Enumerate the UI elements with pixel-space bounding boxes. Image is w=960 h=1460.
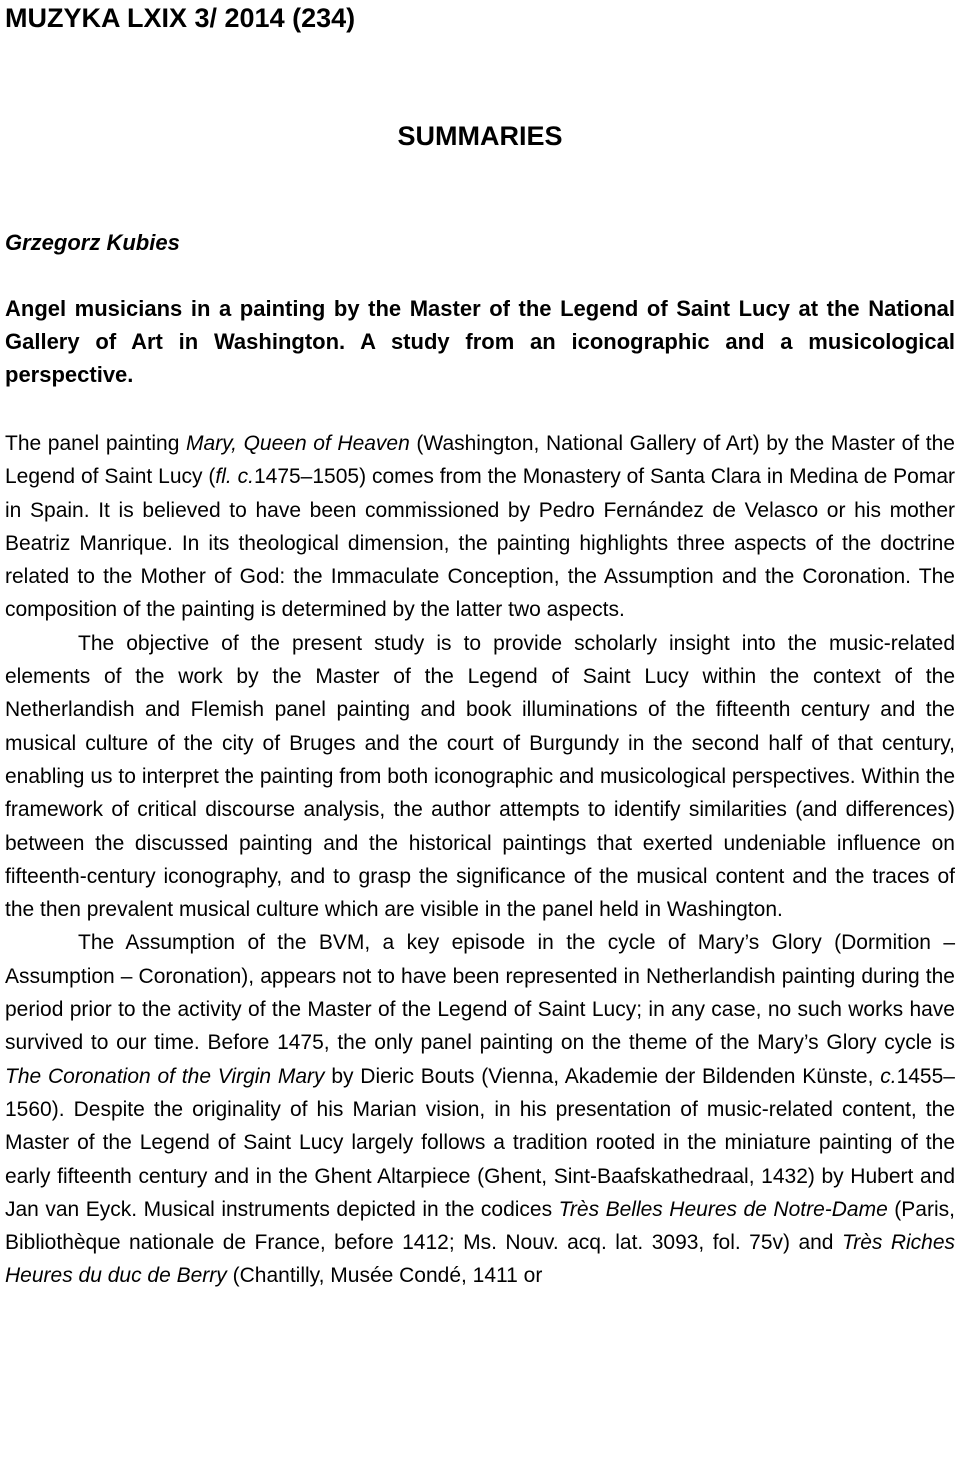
- italic-text-run: fl. c.: [215, 465, 254, 489]
- text-run: 1455–1560). Despite the originality of his Marian vision, in his presentation of music-related content, the Master of the Legend of Saint Lucy largely follows a tradition rooted in the miniature painting of the early fifteenth century and in the Ghent Altarpiece (Ghent, Sint-Baafskathedraal, 1432) by Hubert and Jan van Eyck. Musical instruments depicted in the codices: [5, 1064, 955, 1221]
- text-run: by Dieric Bouts (Vienna, Akademie der Bildenden Künste,: [324, 1064, 881, 1088]
- text-run: The objective of the present study is to provide scholarly insight into the music-related elements of the work by the Master of the Legend of Saint Lucy within the context of the Netherlandish and Flemish panel painting and book illuminations of the fifteenth century and the musical culture of the city of Bruges and the court of Burgundy in the second half of that century, enabling us to interpret the painting from both iconographic and musicological perspectives. Within the framework of critical discourse analysis, the author attempts to identify similarities (and differences) between the discussed painting and the historical paintings that exerted undeniable influence on fifteenth-century iconography, and to grasp the significance of the musical content and the traces of the then prevalent musical culture which are visible in the panel held in Washington.: [5, 631, 955, 922]
- journal-header: MUZYKA LXIX 3/ 2014 (234): [5, 3, 356, 33]
- text-run: (Chantilly, Musée Condé, 1411 or: [226, 1264, 543, 1288]
- italic-text-run: The Coronation of the Virgin Mary: [5, 1064, 325, 1088]
- text-run: (Paris, Bibliothèque nationale de France, before 1412; Ms. Nouv. acq. lat. 3093, fol. 75v) and: [5, 1197, 955, 1255]
- text-run: The Assumption of the BVM, a key episode in the cycle of Mary’s Glory (Dormition – Assumption – Coronation), appears not to have been represented in Netherlandish painting during the period prior to the activity of the Master of the Legend of Saint Lucy; in any case, no such works have survived to our time. Before 1475, the only panel painting on the theme of the Mary’s Glory cycle is: [5, 931, 955, 1055]
- article-title: Angel musicians in a painting by the Master of the Legend of Saint Lucy at the National Gallery of Art in Washington. A study from an iconographic and a musicological perspective.: [5, 296, 955, 387]
- text-run: 1475–1505) comes from the Monastery of Santa Clara in Medina de Pomar in Spain. It is believed to have been commissioned by Pedro Fernández de Velasco or his mother Beatriz Manrique. In its theological dimension, the painting highlights three aspects of the doctrine related to the Mother of God: the Immaculate Conception, the Assumption and the Coronation. The composition of the painting is determined by the latter two aspects.: [5, 465, 955, 622]
- paragraph-3: [5, 926, 955, 1292]
- text-run: The panel painting: [5, 432, 187, 455]
- italic-text-run: Mary, Queen of Heaven: [186, 432, 410, 455]
- paragraph-1: [5, 427, 955, 627]
- section-title: SUMMARIES: [397, 121, 563, 151]
- italic-text-run: Très Riches Heures du duc de Berry: [5, 1231, 956, 1288]
- paragraph-2: [5, 627, 955, 927]
- italic-text-run: c.: [880, 1064, 897, 1088]
- text-run: (Washington, National Gallery of Art) by the Master of the Legend of Saint Lucy (: [5, 432, 955, 489]
- italic-text-run: Très Belles Heures de Notre-Dame: [558, 1197, 888, 1221]
- summary-body: [5, 427, 955, 1293]
- article-author: Grzegorz Kubies: [5, 230, 180, 255]
